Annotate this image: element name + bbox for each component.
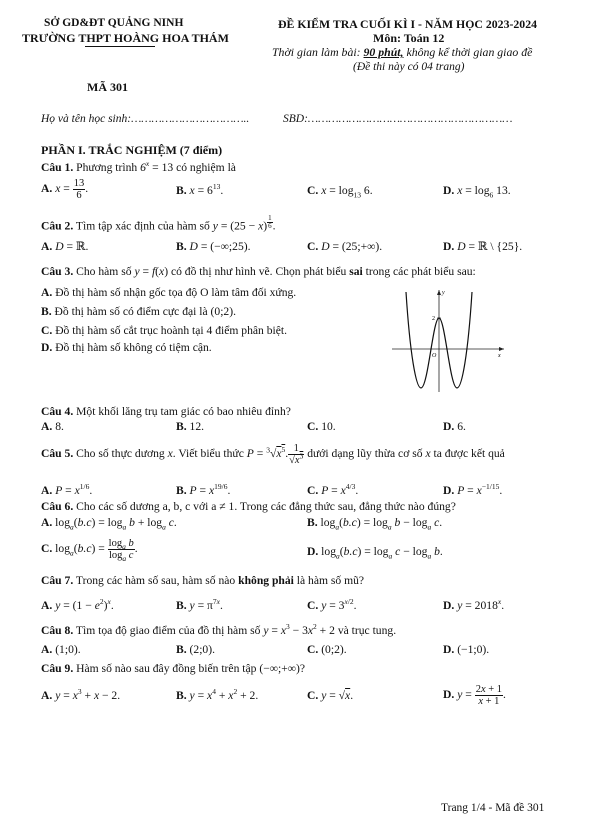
q9-option-a: A. $y = x^3 + x - 2$. <box>41 687 121 702</box>
graph-tick-label: 2 <box>432 316 435 322</box>
q8-option-c: C. (0;2). <box>307 643 347 656</box>
q4-option-c: C. 10. <box>307 420 336 433</box>
exam-code: MÃ 301 <box>87 80 128 94</box>
q3-option-c: C. Đồ thị hàm số cắt trục hoành tại 4 điểm phân biệt. <box>41 324 288 337</box>
q9-option-b: B. $y = x^4 + x^2 + 2$. <box>176 687 259 702</box>
q1-option-c: C. $x = \log_{13} 6$. <box>307 184 373 200</box>
school-name: TRƯỜNG THPT HOÀNG HOA THÁM <box>22 31 229 45</box>
q6-option-b: B. $\log_a(b.c) = \log_a b - \log_a c$. <box>307 516 443 532</box>
exam-subject: Môn: Toán 12 <box>373 31 445 45</box>
q5-option-d: D. $P = x^{-1/15}$. <box>443 482 503 497</box>
graph-origin-label: O <box>432 353 437 359</box>
q8-option-b: B. (2;0). <box>176 643 215 656</box>
q2-option-b: B. D = (−∞;25). <box>176 240 251 253</box>
pages-note: (Đề thi này có 04 trang) <box>353 61 465 73</box>
q3-option-d: D. Đồ thị hàm số không có tiệm cận. <box>41 341 212 354</box>
q2-option-c: C. D = (25;+∞). <box>307 240 383 253</box>
q1-option-d: D. $x = \log_6 13$. <box>443 184 511 200</box>
q8-option-d: D. (−1;0). <box>443 643 490 656</box>
graph-y-label: y <box>442 290 445 296</box>
q6-option-c: C. $\log_a(b.c)$ = $\frac{\log_a b}{\log_a c}$ . <box>41 538 138 564</box>
exam-duration: Thời gian làm bài: 90 phút, không kể thời gian giao đề <box>272 45 533 59</box>
q7-option-a: A. $y = (1 - e^2)^x$. <box>41 597 114 612</box>
question-9: Câu 9. Hàm số nào sau đây đồng biến trên tập (−∞;+∞)? <box>41 662 306 675</box>
q4-option-a: A. 8. <box>41 420 64 433</box>
q5-option-b: B. $P = x^{19/6}$. <box>176 482 231 497</box>
student-sbd-field: SBD:…………………………………………………… <box>283 113 513 125</box>
question-1: Câu 1. Phương trình $6^x = 13$ có nghiệm là <box>41 159 236 174</box>
q4-option-d: D. 6. <box>443 420 466 433</box>
q7-option-d: D. $y = 2018^x$. <box>443 597 505 612</box>
page-footer: Trang 1/4 - Mã đề 301 <box>441 802 545 814</box>
question-3: Câu 3. Cho hàm số y = f(x) có đồ thị như hình vẽ. Chọn phát biểu sai trong các phát biểu sau: <box>41 265 476 278</box>
question-5: Câu 5. Cho số thực dương x. Viết biểu thức $P = ^3√x^5$. $\frac{1}{√x^3}$ dưới dạng lũy thừa cơ số x ta được kết quả <box>41 443 505 467</box>
question-8: Câu 8. Tìm tọa độ giao điểm của đồ thị hàm số $y = x^3 - 3x^2 + 2$ và trục tung. <box>41 622 397 637</box>
q3-option-a: A. Đồ thị hàm số nhận gốc tọa độ O làm tâm đối xứng. <box>41 286 297 299</box>
q1-option-a: A. x = $\frac{13}{6}$ . <box>41 178 89 202</box>
q9-option-d: D. y = $\frac{2x + 1}{x + 1}$ . <box>443 684 506 708</box>
q9-option-c: C. y = √x. <box>307 689 354 702</box>
student-name-field: Họ và tên học sinh:…………………………….. <box>41 113 250 125</box>
q1-option-b: B. $x = 6^{13}$. <box>176 182 224 197</box>
q6-option-d: D. $\log_a(b.c) = \log_a c - \log_a b$. <box>307 545 443 561</box>
q5-option-c: C. $P = x^{4/3}$. <box>307 482 359 497</box>
q7-option-b: B. $y = \pi^{7x}$. <box>176 597 223 612</box>
question-6: Câu 6. Cho các số dương a, b, c với a ≠ 1. Trong các đẳng thức sau, đẳng thức nào đúng? <box>41 500 456 513</box>
question-2: Câu 2. Tìm tập xác định của hàm số y = (25 − x) $^{\frac{1}{6}}$ . <box>41 214 276 233</box>
q4-option-b: B. 12. <box>176 420 205 433</box>
q6-option-a: A. $\log_a(b.c) = \log_a b + \log_a c$. <box>41 516 177 532</box>
q5-option-a: A. $P = x^{1/6}$. <box>41 482 93 497</box>
q8-option-a: A. (1;0). <box>41 643 81 656</box>
question-7: Câu 7. Trong các hàm số sau, hàm số nào không phải là hàm số mũ? <box>41 574 365 587</box>
q3-function-graph <box>388 284 510 400</box>
q7-option-c: C. $y = 3^{x/2}$. <box>307 597 357 612</box>
graph-x-label: x <box>498 353 501 359</box>
question-4: Câu 4. Một khối lăng trụ tam giác có bao nhiêu đỉnh? <box>41 405 291 418</box>
department-name: SỞ GD&ĐT QUẢNG NINH <box>44 17 184 29</box>
header-divider <box>85 46 155 47</box>
q2-option-d: D. D = ℝ \ {25}. <box>443 240 523 253</box>
exam-title: ĐỀ KIỂM TRA CUỐI KÌ I - NĂM HỌC 2023-2024 <box>278 17 537 31</box>
q2-option-a: A. D = ℝ. <box>41 240 89 253</box>
section-title: PHẦN I. TRẮC NGHIỆM (7 điểm) <box>41 143 223 157</box>
q3-option-b: B. Đồ thị hàm số có điểm cực đại là (0;2). <box>41 305 236 318</box>
